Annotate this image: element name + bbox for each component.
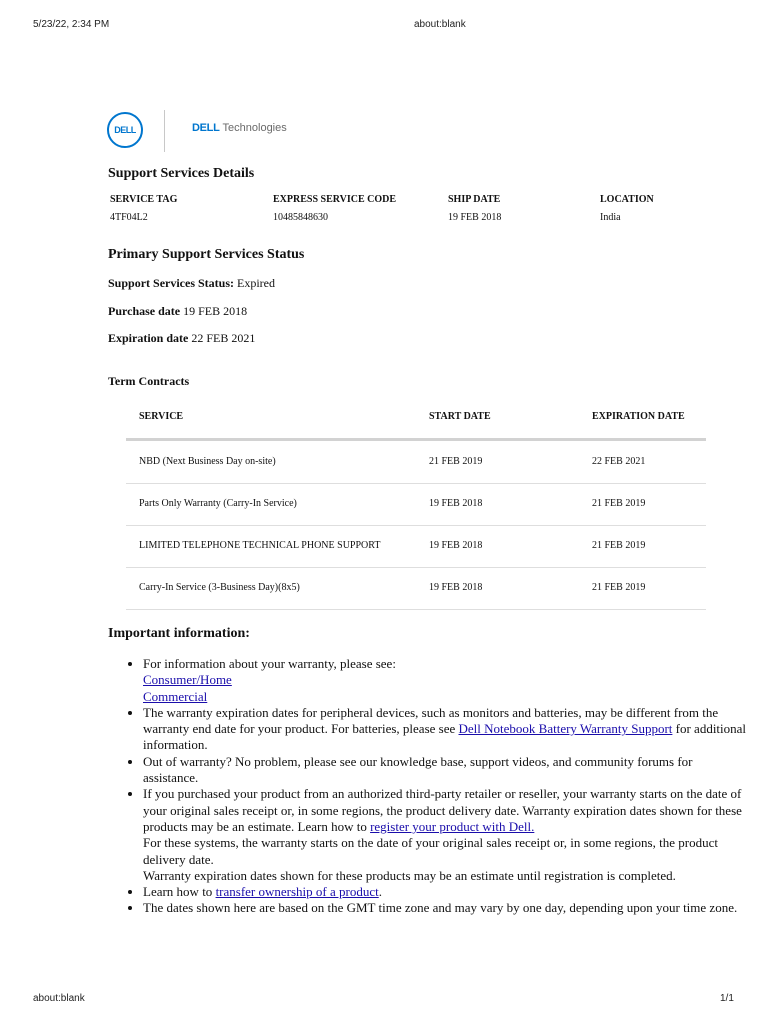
row4-start: 19 FEB 2018 — [429, 582, 483, 593]
support-status-line: Support Services Status: Expired — [108, 276, 276, 290]
purchase-date-line: Purchase date 19 FEB 2018 — [108, 304, 248, 318]
print-url: about:blank — [414, 19, 466, 30]
battery-warranty-link[interactable]: Dell Notebook Battery Warranty Support — [458, 721, 673, 737]
ship-date-value: 19 FEB 2018 — [448, 212, 502, 223]
row-divider — [126, 567, 706, 568]
row1-start: 21 FEB 2019 — [429, 456, 483, 467]
list-item: • Out of warranty? No problem, please see our knowledge base, support videos, and community forums for assistance. — [143, 754, 747, 787]
expiration-date-line: Expiration date 22 FEB 2021 — [108, 331, 256, 345]
print-datetime: 5/23/22, 2:34 PM — [33, 19, 110, 30]
row-divider — [126, 483, 706, 484]
row4-expiration: 21 FEB 2019 — [592, 582, 646, 593]
primary-status-title: Primary Support Services Status — [108, 247, 305, 262]
row2-service: Parts Only Warranty (Carry-In Service) — [139, 498, 297, 509]
service-tag-label: SERVICE TAG — [110, 194, 178, 205]
important-info-title: Important information: — [108, 626, 250, 641]
footer-page-number: 1/1 — [720, 993, 734, 1004]
logo-divider — [164, 110, 165, 152]
row2-expiration: 21 FEB 2019 — [592, 498, 646, 509]
list-item: • Learn how to transfer ownership of a product. — [143, 884, 747, 900]
term-contracts-title: Term Contracts — [108, 374, 190, 388]
dell-circle-logo: DELL — [107, 112, 143, 148]
row3-start: 19 FEB 2018 — [429, 540, 483, 551]
list-item: • If you purchased your product from an authorized third-party retailer or reseller, your warranty starts on the date of your original sales receipt or, in some regions, the product delivery date. Warranty expiration dates shown for these products may be an estimate. Learn how to register your product with Dell. For these systems, the warranty starts on the date of your original sales receipt or, in some regions, the product delivery date. Warranty expiration dates shown for these products may be an estimate until registration is completed. — [143, 786, 747, 884]
table-header-expiration-date: EXPIRATION DATE — [592, 411, 685, 422]
row1-expiration: 22 FEB 2021 — [592, 456, 646, 467]
row4-service: Carry-In Service (3-Business Day)(8x5) — [139, 582, 300, 593]
row3-expiration: 21 FEB 2019 — [592, 540, 646, 551]
dell-technologies-logo: DELL Technologies — [192, 122, 287, 134]
consumer-home-link[interactable]: Consumer/Home — [143, 672, 232, 688]
row-divider — [126, 609, 706, 610]
row3-service: LIMITED TELEPHONE TECHNICAL PHONE SUPPORT — [139, 540, 381, 551]
footer-url: about:blank — [33, 993, 85, 1004]
row-divider — [126, 525, 706, 526]
support-details-title: Support Services Details — [108, 166, 255, 181]
important-info-list — [128, 656, 747, 917]
express-code-value: 10485848630 — [273, 212, 328, 223]
location-label: LOCATION — [600, 194, 654, 205]
table-header-rule — [126, 438, 706, 441]
location-value: India — [600, 212, 621, 223]
register-product-link[interactable]: register your product with Dell. — [370, 818, 535, 834]
commercial-link[interactable]: Commercial — [143, 688, 208, 704]
table-header-service: SERVICE — [139, 411, 184, 422]
ship-date-label: SHIP DATE — [448, 194, 501, 205]
service-tag-value: 4TF04L2 — [110, 212, 148, 223]
list-item: • For information about your warranty, please see: Consumer/Home Commercial — [143, 656, 747, 705]
express-code-label: EXPRESS SERVICE CODE — [273, 194, 397, 205]
list-item: • The dates shown here are based on the GMT time zone and may vary by one day, depending upon your time zone. — [143, 900, 747, 916]
row1-service: NBD (Next Business Day on-site) — [139, 456, 276, 467]
table-header-start-date: START DATE — [429, 411, 491, 422]
row2-start: 19 FEB 2018 — [429, 498, 483, 509]
transfer-ownership-link[interactable]: transfer ownership of a product — [215, 884, 379, 900]
list-item: • The warranty expiration dates for peripheral devices, such as monitors and batteries, may be different from the warranty end date for your product. For batteries, please see Dell Notebook Battery Warranty Support for additional information. — [143, 705, 747, 754]
